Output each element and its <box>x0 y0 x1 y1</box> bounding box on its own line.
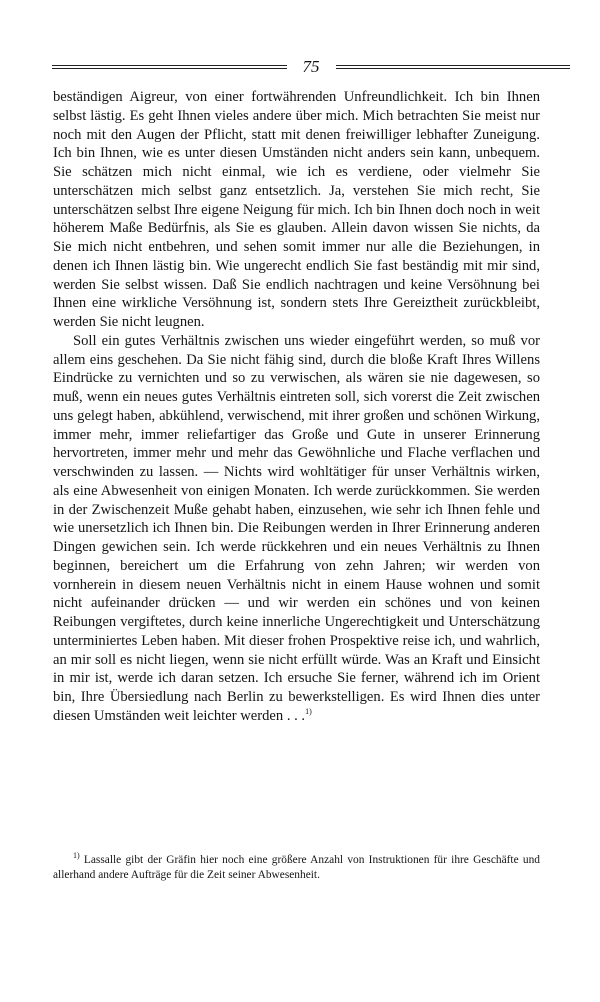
footnote-marker: 1) <box>73 851 80 861</box>
body-text <box>53 88 540 726</box>
page-header <box>52 56 570 78</box>
paragraph-2 <box>53 332 540 726</box>
paragraph-2-text: Soll ein gutes Verhältnis zwischen uns wieder eingeführt werden, so muß vor allem eins geschehen. Da Sie nicht fähig sind, durch die bloße Kraft Ihres Willens Eindrücke zu vernichten und so zu verwischen, als wären sie nie dagewesen, so muß, wenn ein neues gutes Verhältnis eintreten soll, sich vorerst die Zeit zwischen uns gelegt haben, abkühlend, verwischend, mit ihrer großen und schönen Wirkung, immer mehr, immer reliefartiger das Große und Gute in unserer Erinnerung hervortreten, immer mehr und mehr das Gewöhnliche und Flache verflachen und verschwinden zu lassen. — Nichts wird wohltätiger für unser Verhältnis wirken, als eine Abwesenheit von einigen Monaten. Ich werde zurückkommen. Sie werden in der Zwischenzeit Muße gehabt haben, einzusehen, wie sehr ich Ihnen fehle und wie unersetzlich ich Ihnen bin. Die Reibungen werden in Ihrer Erinnerung anderen Dingen gewichen sein. Ich werde rückkehren und ein neues Verhältnis zu Ihnen beginnen, bereichert um die Erfahrung von zehn Jahren; wir werden von vornherein in diesem neuen Verhältnis nicht in einem Hause wohnen und somit nicht aufeinander drücken — und wir werden ein schönes und von keinen Reibungen vergiftetes, durch keine innerliche Ungerechtigkeit und Unterschätzung unterminiertes Leben haben. Mit dieser frohen Prospektive reise ich, und wahrlich, an mir soll es nicht liegen, wenn sie nicht erfüllt würde. Was an Kraft und Einsicht in mir ist, werde ich daran setzen. Ich ersuche Sie ferner, während ich im Orient bin, Ihre Übersiedlung nach Berlin zu bewerkstelligen. Es wird Ihnen dies unter diesen Umständen weit leichter werden . . . <box>53 332 540 724</box>
page-number: 75 <box>302 57 320 76</box>
header-rule-left <box>52 65 287 69</box>
footnote <box>53 853 540 883</box>
footnote-text: Lassalle gibt der Gräfin hier noch eine größere Anzahl von Instruktionen für ihre Geschäfte und allerhand andere Aufträge für die Zeit seiner Abwesenheit. <box>53 854 540 881</box>
header-rule-right <box>336 65 571 69</box>
paragraph-1: beständigen Aigreur, von einer fortwährenden Unfreundlichkeit. Ich bin Ihnen selbst lästig. Es geht Ihnen vieles andere über mich. Mich betrachten Sie meist nur noch mit den Augen der Pflicht, statt mit denen freiwilliger lebhafter Zuneigung. Ich bin Ihnen, wie es unter diesen Umständen nicht anders sein kann, unbequem. Sie schätzen mich nicht einmal, wie ich es verdiene, oder vielmehr Sie unterschätzen mich selbst ganz entsetzlich. Ja, verstehen Sie mich recht, Sie unterschätzen selbst Ihre eigene Neigung für mich. Ich bin Ihnen doch noch in weit höherem Maße Bedürfnis, als Sie es glauben. Allein davon wissen Sie nichts, da Sie mich nicht entbehren, und sehen somit immer nur alle die Beziehungen, in denen ich Ihnen lästig bin. Wie ungerecht endlich Sie fast beständig mit mir sind, werden Sie selbst wissen. Daß Sie endlich nachtragen und keine Versöhnung bei Ihnen eine wirkliche Versöhnung ist, sondern stets Ihre Gereiztheit zurückbleibt, werden Sie nicht leugnen. <box>53 89 540 330</box>
footnote-reference: 1) <box>305 706 312 716</box>
